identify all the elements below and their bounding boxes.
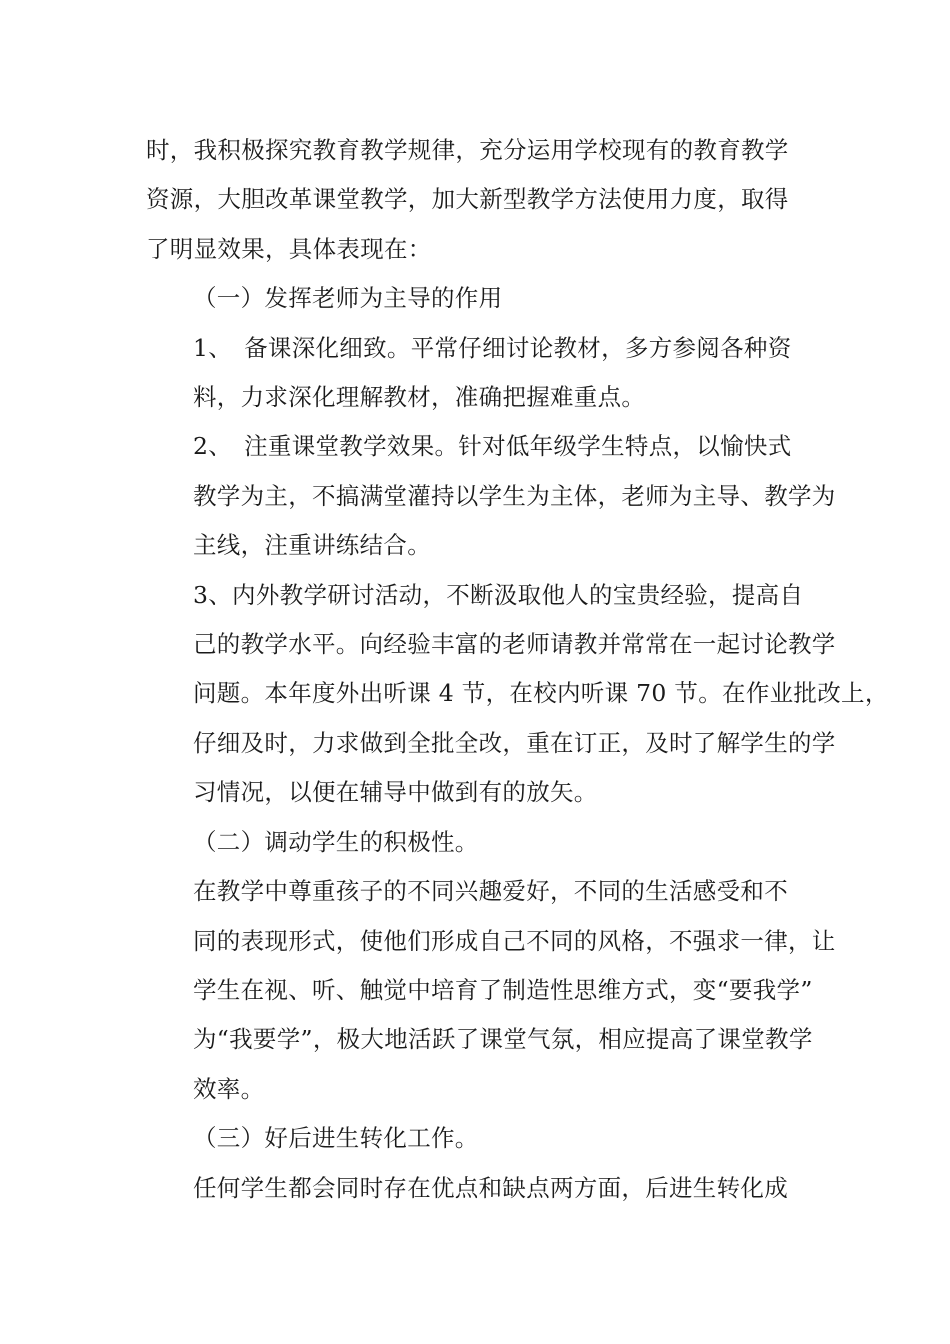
body-paragraph — [146, 422, 836, 570]
text-line: 问题。本年度外出听课 4 节，在校内听课 70 节。在作业批改上， — [193, 679, 889, 708]
text-line: （二）调动学生的积极性。 — [193, 827, 479, 856]
body-paragraph — [146, 867, 836, 1114]
text-line: 学生在视、听、触觉中培育了制造性思维方式，变“要我学” — [193, 975, 813, 1004]
text-line: （三）好后进生转化工作。 — [193, 1124, 479, 1153]
text-line: 效率。 — [193, 1074, 265, 1103]
text-line: 3、内外教学研讨活动，不断汲取他人的宝贵经验，提高自 — [193, 580, 804, 609]
text-line: 为“我要学”，极大地活跃了课堂气氛，相应提高了课堂教学 — [193, 1025, 813, 1054]
body-paragraph — [146, 126, 826, 274]
section-heading — [146, 1114, 826, 1163]
text-line: 了明显效果，具体表现在： — [146, 234, 432, 263]
section-heading — [146, 274, 826, 323]
body-paragraph — [146, 324, 826, 423]
text-line: 习情况，以便在辅导中做到有的放矢。 — [193, 778, 598, 807]
text-line: （一）发挥老师为主导的作用 — [193, 284, 503, 313]
document-body — [146, 126, 889, 1213]
text-line: 任何学生都会同时存在优点和缺点两方面，后进生转化成 — [193, 1173, 788, 1202]
text-line: 在教学中尊重孩子的不同兴趣爱好，不同的生活感受和不 — [193, 877, 788, 906]
text-line: 同的表现形式，使他们形成自己不同的风格，不强求一律，让 — [193, 926, 836, 955]
text-line: 教学为主，不搞满堂灌持以学生为主体，老师为主导、教学为 — [193, 481, 836, 510]
text-line: 资源，大胆改革课堂教学，加大新型教学方法使用力度，取得 — [146, 185, 789, 214]
text-line: 主线，注重讲练结合。 — [193, 531, 431, 560]
text-line: 仔细及时，力求做到全批全改，重在订正，及时了解学生的学 — [193, 728, 836, 757]
body-paragraph — [146, 1164, 826, 1213]
text-line: 己的教学水平。向经验丰富的老师请教并常常在一起讨论教学 — [193, 630, 836, 659]
body-paragraph — [146, 571, 889, 818]
section-heading — [146, 818, 826, 867]
text-line: 料，力求深化理解教材，准确把握难重点。 — [193, 383, 646, 412]
text-line: 时，我积极探究教育教学规律，充分运用学校现有的教育教学 — [146, 136, 789, 164]
text-line: 1、 备课深化细致。平常仔细讨论教材，多方参阅各种资 — [193, 333, 792, 362]
text-line: 2、 注重课堂教学效果。针对低年级学生特点，以愉快式 — [193, 432, 792, 461]
